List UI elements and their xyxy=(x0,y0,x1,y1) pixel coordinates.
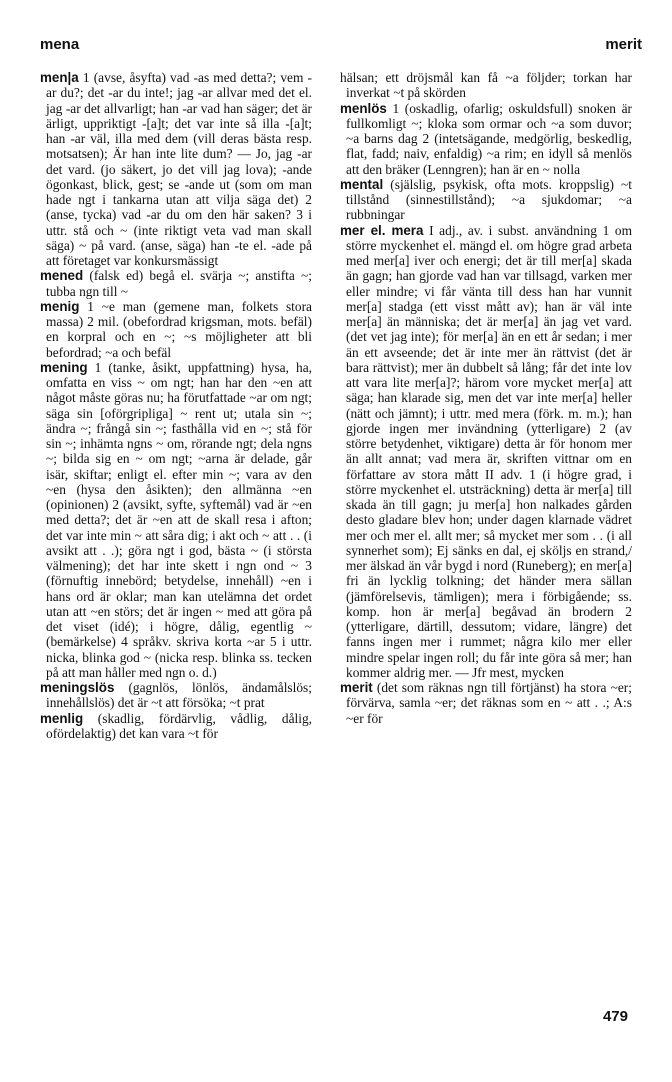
entry-definition: 1 ~e man (gemene man, folkets stora massa) 2 mil. (obefordrad krigsman, mots. befäl) en korpral och en ~; ~s möjligheter att bli befordrad; ~a och befäl xyxy=(46,298,312,360)
entry-definition: 1 (tanke, åsikt, uppfattning) hysa, ha, omfatta en viss ~ om ngt; han har den ~en att något måste göras nu; ha förutfattade ~ar om ngt; säga sin [oförgripliga] ~ rent ut; utala sin ~; ändra ~; frångå sin ~; fasthålla vid en ~; stå för sin ~; inhämta ngns ~ om, rörande ngt; dela ngns ~; bilda sig en ~ om ngt; ~arna är delade, går isär, skiftar; enligt el. efter min ~; vara av den ~en (hysa den åsikten); den allmänna ~en (opinionen) 2 (avsikt, syfte, syftemål) vad är ~en med detta?; det är ~en att de skall resa i afton; det var inte min ~ att såra dig; i akt och ~ att . . (i avsikt att . .); göra ngt i god, bästa ~ (i största välmening); det har inte skett i ngn ond ~ 3 (förnuftig innebörd; betydelse, innehåll) ~en i hans ord är oklar; man kan utelämna det ordet utan att ~en störs; det är ingen ~ med att göra på det viset (idé); i högre, dålig, egentlig ~ (bemärkelse) 4 språkv. skriva korta ~ar 5 i uttr. nicka, blinka god ~ (nicka resp. blinka ss. tecken på att man håller med ngn o. d.) xyxy=(46,359,312,680)
entry-definition: (gagnlös, lönlös, ändamålslös; innehållslös) det är ~t att försöka; ~t prat xyxy=(46,680,312,711)
dictionary-entry xyxy=(340,223,632,681)
dictionary-entry xyxy=(40,70,312,268)
dictionary-entry xyxy=(40,711,312,742)
entry-headword: men|a xyxy=(40,70,79,85)
entry-definition: I adj., av. i subst. användning 1 om större myckenhet el. mängd el. om högre grad arbeta med mer[a] iver och energi; det är till mer[a] skada än gagn; han gjorde vad han var tillsagd, varken mer eller mindre; vi får vänta till dess han har vunnit mer[a] stadga (ett visst mått av); han är väl inte mer[a] än människa; det är mer[a] än jag vet vard. (det vet jag inte); för mer[a] än en ett år sedan; i mer än ett avseende; det är inte mer än rättvist (det är bara rättvist); mer än dubbelt så lång; får det inte lov att vara lite mer[a]?; härom vore mycket mer[a] att säga; han klarade sig, men det var inte mer[a] heller (nätt och jämnt); i uttr. med mera (förk. m. m.); han gjorde ingen mer invändning (ytterligare) 2 (av större betydenhet, viktigare) detta är för honom mer än allt annat; vad mera är, skriften vittnar om en författare av stora mått II adv. 1 (i högre grad, i större myckenhet el. utsträckning) detta är mer[a] till skada än till gagn; ju mer[a] hon nalkades gården desto gladare blev hon; under dagen klarnade vädret mer och mer el. allt mer; så mycket mer som . . (i all synnerhet som); Ej sänks en dal, ej sköljs en strand,/ mer älskad än vår bygd i nord (Runeberg); en mer[a] fri än lycklig tolkning; det händer mera sällan (jämförelsevis, tämligen); mera i förbigående; ss. komp. hon är mer[a] begåvad än brodern 2 (ytterligare, därtill, dessutom; vidare, längre) det fanns ingen mer i rummet; några kilo mer eller mindre spelar ingen roll; du får inte göra så mer; han kommer aldrig mer. — Jfr mest, mycken xyxy=(346,222,632,680)
right-column xyxy=(340,70,632,726)
entry-definition: (själslig, psykisk, ofta mots. kroppslig) ~t tillstånd (sinnestillstånd); ~a sjukdomar; ~a rubbningar xyxy=(346,176,632,223)
entry-definition: (det som räknas ngn till förtjänst) ha stora ~er; förvärva, samla ~er; det räknas som en ~ att . .; A:s ~er för xyxy=(346,680,632,726)
entry-definition: 1 (oskadlig, ofarlig; oskuldsfull) snoken är fullkomligt ~; kloka som ormar och ~a som duvor; ~a barns dag 2 (intetsägande, medgörlig, beskedlig, flat, fadd; naiv, enfaldig) ~a rim; en idyll så menlös att den bräker (Lenngren); han är en ~ nolla xyxy=(346,100,632,177)
entry-headword: meningslös xyxy=(40,680,115,695)
entry-definition: (skadlig, fördärvlig, vådlig, dålig, ofördelaktig) det kan vara ~t för xyxy=(46,710,312,741)
dictionary-entry xyxy=(40,268,312,299)
dictionary-entry xyxy=(40,360,312,680)
dictionary-entry xyxy=(340,177,632,223)
entry-headword: menig xyxy=(40,298,80,314)
entry-headword: merit xyxy=(340,680,373,695)
entry-headword: mened xyxy=(40,268,84,284)
dictionary-entry xyxy=(40,299,312,360)
entry-headword: menlig xyxy=(40,710,84,726)
entry-definition: 1 (avse, åsyfta) vad -as med detta?; vem -ar du?; det -ar du inte!; jag -ar allvar med det el. jag -ar det allvarligt; han -ar vad han säger; det är ärligt, uppriktigt -[a]t; det var inte så illa -[a]t; han -ar väl, illa med dem (vill deras bästa resp. motsatsen); Är han inte lite dum? — Jo, jag -ar det vard. (jo säkert, jo det vill jag lova); -ande ögonkast, blick, gest; se -ande ut (som om man hade ngt i tankarna utan att vilja säga det) 2 (anse, tycka) vad -ar du om den här saken? 3 i uttr. stå och ~ (inte riktigt veta vad man skall säga) ~ på vard. (anse, säga) han -te el. -ade på att företaget var konkursmässigt xyxy=(46,70,312,268)
running-head-first-word: mena xyxy=(40,36,80,53)
dictionary-entry xyxy=(340,680,632,726)
left-column xyxy=(40,70,312,741)
dictionary-entry-continued xyxy=(340,70,632,101)
running-head-last-word: merit xyxy=(605,36,642,53)
entry-headword: menlös xyxy=(340,100,387,116)
dictionary-entry xyxy=(40,680,312,711)
entry-headword: mental xyxy=(340,176,384,192)
entry-headword: mer el. mera xyxy=(340,222,424,238)
entry-headword: mening xyxy=(40,359,88,375)
page-number: 479 xyxy=(602,1008,628,1025)
entry-definition: (falsk ed) begå el. svärja ~; anstifta ~; tubba ngn till ~ xyxy=(46,268,312,299)
entry-definition: hälsan; ett dröjsmål kan få ~a följder; torkan har inverkat ~t på skörden xyxy=(340,70,632,101)
dictionary-entry xyxy=(340,101,632,177)
